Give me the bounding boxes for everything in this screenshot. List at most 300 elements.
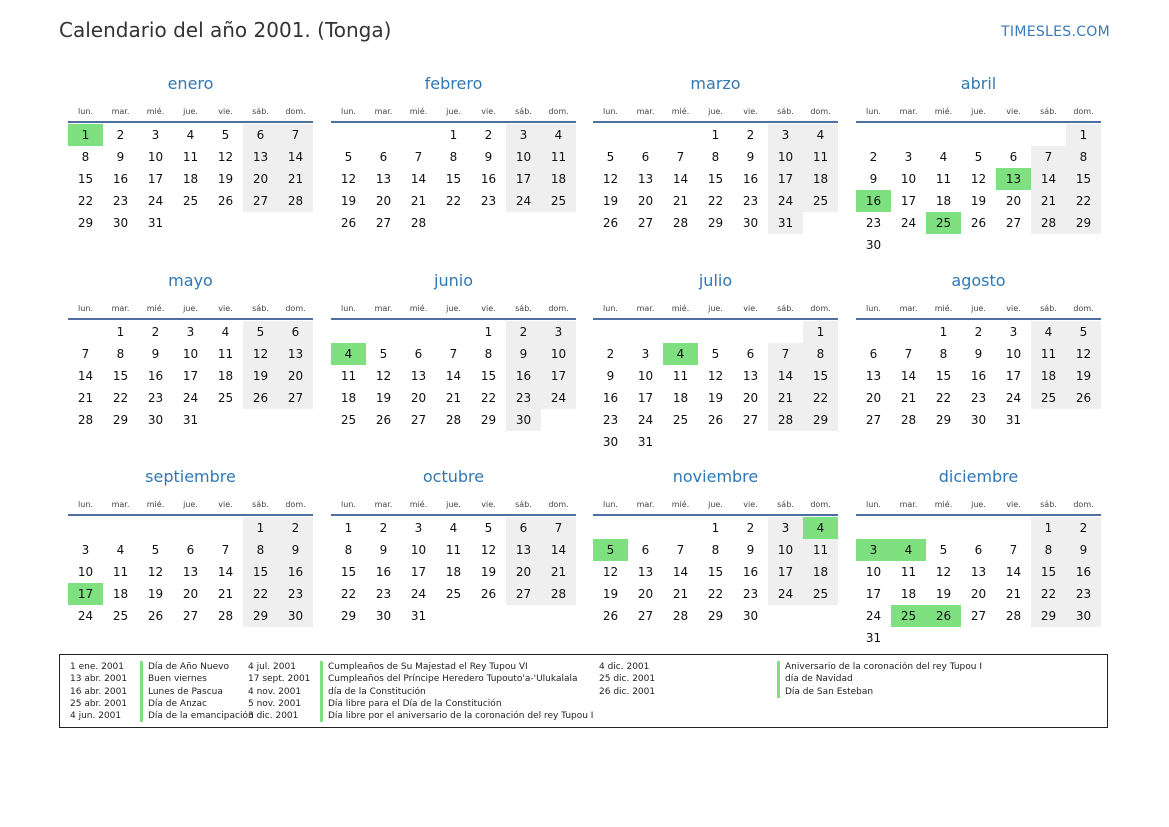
day-cell[interactable]: 25	[926, 212, 961, 234]
day-cell[interactable]: 4	[939, 150, 948, 164]
day-cell[interactable]: 1	[68, 124, 103, 146]
day-cell[interactable]: 24	[900, 216, 917, 230]
day-cell[interactable]: 31	[865, 631, 882, 645]
day-cell[interactable]: 20	[243, 168, 278, 190]
day-cell[interactable]: 11	[672, 369, 689, 383]
day-cell[interactable]: 17	[900, 194, 917, 208]
day-cell[interactable]: 10	[900, 172, 917, 186]
day-cell[interactable]: 12	[243, 343, 278, 365]
day-cell[interactable]: 24	[541, 387, 576, 409]
day-cell[interactable]: 11	[541, 146, 576, 168]
day-cell[interactable]: 9	[746, 543, 755, 557]
day-cell[interactable]: 20	[506, 561, 541, 583]
day-cell[interactable]: 14	[672, 565, 689, 579]
day-cell[interactable]: 19	[375, 391, 392, 405]
day-cell[interactable]: 7	[676, 150, 685, 164]
day-cell[interactable]: 17	[637, 391, 654, 405]
day-cell[interactable]: 16	[742, 565, 759, 579]
day-cell[interactable]: 18	[182, 172, 199, 186]
day-cell[interactable]: 28	[410, 216, 427, 230]
day-cell[interactable]: 3	[151, 128, 160, 142]
day-cell[interactable]: 15	[112, 369, 129, 383]
day-cell[interactable]: 24	[768, 583, 803, 605]
day-cell[interactable]: 16	[480, 172, 497, 186]
day-cell[interactable]: 5	[974, 150, 983, 164]
day-cell[interactable]: 5	[1066, 321, 1101, 343]
day-cell[interactable]: 22	[445, 194, 462, 208]
day-cell[interactable]: 4	[116, 543, 125, 557]
day-cell[interactable]: 28	[672, 216, 689, 230]
day-cell[interactable]: 24	[77, 609, 94, 623]
day-cell[interactable]: 3	[414, 521, 423, 535]
day-cell[interactable]: 3	[81, 543, 90, 557]
day-cell[interactable]: 26	[217, 194, 234, 208]
day-cell[interactable]: 11	[900, 565, 917, 579]
day-cell[interactable]: 28	[445, 413, 462, 427]
day-cell[interactable]: 14	[768, 365, 803, 387]
day-cell[interactable]: 20	[1005, 194, 1022, 208]
day-cell[interactable]: 23	[278, 583, 313, 605]
day-cell[interactable]: 18	[900, 587, 917, 601]
day-cell[interactable]: 29	[112, 413, 129, 427]
day-cell[interactable]: 13	[278, 343, 313, 365]
day-cell[interactable]: 30	[506, 409, 541, 431]
day-cell[interactable]: 27	[742, 413, 759, 427]
day-cell[interactable]: 1	[1031, 517, 1066, 539]
day-cell[interactable]: 3	[856, 539, 891, 561]
day-cell[interactable]: 4	[803, 124, 838, 146]
day-cell[interactable]: 24	[182, 391, 199, 405]
day-cell[interactable]: 5	[379, 347, 388, 361]
day-cell[interactable]: 17	[506, 168, 541, 190]
day-cell[interactable]: 19	[340, 194, 357, 208]
day-cell[interactable]: 24	[768, 190, 803, 212]
day-cell[interactable]: 26	[480, 587, 497, 601]
day-cell[interactable]: 8	[803, 343, 838, 365]
day-cell[interactable]: 26	[707, 413, 724, 427]
day-cell[interactable]: 3	[768, 124, 803, 146]
day-cell[interactable]: 2	[746, 128, 755, 142]
day-cell[interactable]: 19	[935, 587, 952, 601]
day-cell[interactable]: 13	[182, 565, 199, 579]
day-cell[interactable]: 6	[243, 124, 278, 146]
day-cell[interactable]: 30	[742, 609, 759, 623]
day-cell[interactable]: 11	[217, 347, 234, 361]
day-cell[interactable]: 19	[1066, 365, 1101, 387]
day-cell[interactable]: 7	[81, 347, 90, 361]
day-cell[interactable]: 20	[742, 391, 759, 405]
day-cell[interactable]: 12	[935, 565, 952, 579]
day-cell[interactable]: 7	[278, 124, 313, 146]
day-cell[interactable]: 1	[449, 128, 458, 142]
day-cell[interactable]: 23	[742, 194, 759, 208]
day-cell[interactable]: 31	[147, 216, 164, 230]
day-cell[interactable]: 15	[445, 172, 462, 186]
day-cell[interactable]: 11	[803, 146, 838, 168]
day-cell[interactable]: 24	[506, 190, 541, 212]
day-cell[interactable]: 2	[974, 325, 983, 339]
day-cell[interactable]: 23	[112, 194, 129, 208]
day-cell[interactable]: 21	[768, 387, 803, 409]
day-cell[interactable]: 25	[891, 605, 926, 627]
day-cell[interactable]: 2	[278, 517, 313, 539]
day-cell[interactable]: 23	[970, 391, 987, 405]
day-cell[interactable]: 22	[1066, 190, 1101, 212]
day-cell[interactable]: 2	[379, 521, 388, 535]
day-cell[interactable]: 25	[803, 190, 838, 212]
day-cell[interactable]: 16	[742, 172, 759, 186]
day-cell[interactable]: 31	[410, 609, 427, 623]
day-cell[interactable]: 14	[410, 172, 427, 186]
day-cell[interactable]: 20	[182, 587, 199, 601]
day-cell[interactable]: 13	[996, 168, 1031, 190]
day-cell[interactable]: 15	[803, 365, 838, 387]
day-cell[interactable]: 19	[707, 391, 724, 405]
day-cell[interactable]: 5	[593, 539, 628, 561]
day-cell[interactable]: 22	[112, 391, 129, 405]
day-cell[interactable]: 6	[1009, 150, 1018, 164]
day-cell[interactable]: 1	[711, 521, 720, 535]
day-cell[interactable]: 1	[803, 321, 838, 343]
day-cell[interactable]: 18	[935, 194, 952, 208]
day-cell[interactable]: 9	[869, 172, 878, 186]
day-cell[interactable]: 23	[375, 587, 392, 601]
day-cell[interactable]: 18	[340, 391, 357, 405]
day-cell[interactable]: 10	[77, 565, 94, 579]
day-cell[interactable]: 17	[541, 365, 576, 387]
day-cell[interactable]: 4	[186, 128, 195, 142]
day-cell[interactable]: 23	[865, 216, 882, 230]
day-cell[interactable]: 11	[935, 172, 952, 186]
day-cell[interactable]: 7	[1009, 543, 1018, 557]
day-cell[interactable]: 26	[1066, 387, 1101, 409]
day-cell[interactable]: 4	[1031, 321, 1066, 343]
day-cell[interactable]: 31	[1005, 413, 1022, 427]
day-cell[interactable]: 7	[414, 150, 423, 164]
day-cell[interactable]: 7	[541, 517, 576, 539]
day-cell[interactable]: 21	[672, 194, 689, 208]
day-cell[interactable]: 8	[711, 150, 720, 164]
day-cell[interactable]: 27	[1005, 216, 1022, 230]
day-cell[interactable]: 21	[900, 391, 917, 405]
day-cell[interactable]: 7	[221, 543, 230, 557]
day-cell[interactable]: 12	[1066, 343, 1101, 365]
day-cell[interactable]: 9	[379, 543, 388, 557]
day-cell[interactable]: 4	[221, 325, 230, 339]
day-cell[interactable]: 20	[278, 365, 313, 387]
day-cell[interactable]: 21	[1005, 587, 1022, 601]
day-cell[interactable]: 7	[1031, 146, 1066, 168]
day-cell[interactable]: 1	[116, 325, 125, 339]
day-cell[interactable]: 21	[1031, 190, 1066, 212]
day-cell[interactable]: 19	[243, 365, 278, 387]
day-cell[interactable]: 14	[1031, 168, 1066, 190]
day-cell[interactable]: 9	[606, 369, 615, 383]
day-cell[interactable]: 13	[637, 565, 654, 579]
day-cell[interactable]: 21	[410, 194, 427, 208]
day-cell[interactable]: 25	[340, 413, 357, 427]
day-cell[interactable]: 21	[217, 587, 234, 601]
day-cell[interactable]: 16	[1066, 561, 1101, 583]
day-cell[interactable]: 30	[1066, 605, 1101, 627]
day-cell[interactable]: 10	[865, 565, 882, 579]
day-cell[interactable]: 12	[480, 543, 497, 557]
day-cell[interactable]: 24	[410, 587, 427, 601]
day-cell[interactable]: 2	[151, 325, 160, 339]
day-cell[interactable]: 28	[672, 609, 689, 623]
day-cell[interactable]: 14	[672, 172, 689, 186]
day-cell[interactable]: 15	[480, 369, 497, 383]
day-cell[interactable]: 12	[602, 565, 619, 579]
day-cell[interactable]: 12	[340, 172, 357, 186]
day-cell[interactable]: 10	[147, 150, 164, 164]
day-cell[interactable]: 21	[445, 391, 462, 405]
day-cell[interactable]: 20	[375, 194, 392, 208]
day-cell[interactable]: 25	[112, 609, 129, 623]
day-cell[interactable]: 12	[602, 172, 619, 186]
day-cell[interactable]: 22	[480, 391, 497, 405]
day-cell[interactable]: 1	[484, 325, 493, 339]
day-cell[interactable]: 26	[340, 216, 357, 230]
day-cell[interactable]: 28	[1005, 609, 1022, 623]
day-cell[interactable]: 20	[637, 587, 654, 601]
day-cell[interactable]: 20	[970, 587, 987, 601]
day-cell[interactable]: 28	[541, 583, 576, 605]
day-cell[interactable]: 9	[974, 347, 983, 361]
day-cell[interactable]: 13	[506, 539, 541, 561]
day-cell[interactable]: 17	[410, 565, 427, 579]
day-cell[interactable]: 11	[182, 150, 199, 164]
day-cell[interactable]: 18	[445, 565, 462, 579]
day-cell[interactable]: 27	[182, 609, 199, 623]
day-cell[interactable]: 14	[541, 539, 576, 561]
day-cell[interactable]: 13	[742, 369, 759, 383]
day-cell[interactable]: 27	[637, 609, 654, 623]
day-cell[interactable]: 8	[81, 150, 90, 164]
day-cell[interactable]: 18	[803, 168, 838, 190]
day-cell[interactable]: 14	[278, 146, 313, 168]
day-cell[interactable]: 9	[506, 343, 541, 365]
day-cell[interactable]: 6	[869, 347, 878, 361]
day-cell[interactable]: 5	[151, 543, 160, 557]
day-cell[interactable]: 25	[445, 587, 462, 601]
day-cell[interactable]: 1	[939, 325, 948, 339]
day-cell[interactable]: 30	[602, 435, 619, 449]
day-cell[interactable]: 23	[480, 194, 497, 208]
day-cell[interactable]: 29	[340, 609, 357, 623]
day-cell[interactable]: 22	[243, 583, 278, 605]
day-cell[interactable]: 17	[68, 583, 103, 605]
day-cell[interactable]: 27	[375, 216, 392, 230]
day-cell[interactable]: 10	[506, 146, 541, 168]
day-cell[interactable]: 8	[344, 543, 353, 557]
day-cell[interactable]: 27	[278, 387, 313, 409]
day-cell[interactable]: 12	[217, 150, 234, 164]
day-cell[interactable]: 9	[484, 150, 493, 164]
day-cell[interactable]: 22	[935, 391, 952, 405]
day-cell[interactable]: 30	[112, 216, 129, 230]
day-cell[interactable]: 15	[340, 565, 357, 579]
day-cell[interactable]: 1	[344, 521, 353, 535]
day-cell[interactable]: 26	[375, 413, 392, 427]
day-cell[interactable]: 27	[506, 583, 541, 605]
day-cell[interactable]: 16	[147, 369, 164, 383]
day-cell[interactable]: 16	[506, 365, 541, 387]
day-cell[interactable]: 25	[182, 194, 199, 208]
day-cell[interactable]: 2	[484, 128, 493, 142]
day-cell[interactable]: 30	[865, 238, 882, 252]
day-cell[interactable]: 20	[410, 391, 427, 405]
day-cell[interactable]: 25	[1031, 387, 1066, 409]
day-cell[interactable]: 7	[449, 347, 458, 361]
day-cell[interactable]: 10	[768, 539, 803, 561]
day-cell[interactable]: 29	[707, 216, 724, 230]
day-cell[interactable]: 22	[803, 387, 838, 409]
day-cell[interactable]: 26	[147, 609, 164, 623]
day-cell[interactable]: 8	[116, 347, 125, 361]
day-cell[interactable]: 18	[541, 168, 576, 190]
day-cell[interactable]: 6	[641, 150, 650, 164]
day-cell[interactable]: 3	[1009, 325, 1018, 339]
day-cell[interactable]: 13	[243, 146, 278, 168]
day-cell[interactable]: 4	[663, 343, 698, 365]
day-cell[interactable]: 2	[1066, 517, 1101, 539]
day-cell[interactable]: 30	[970, 413, 987, 427]
day-cell[interactable]: 22	[707, 587, 724, 601]
day-cell[interactable]: 27	[243, 190, 278, 212]
day-cell[interactable]: 11	[112, 565, 129, 579]
day-cell[interactable]: 19	[602, 194, 619, 208]
day-cell[interactable]: 4	[449, 521, 458, 535]
day-cell[interactable]: 17	[1005, 369, 1022, 383]
day-cell[interactable]: 28	[1031, 212, 1066, 234]
day-cell[interactable]: 16	[970, 369, 987, 383]
day-cell[interactable]: 28	[278, 190, 313, 212]
day-cell[interactable]: 22	[1031, 583, 1066, 605]
day-cell[interactable]: 6	[641, 543, 650, 557]
day-cell[interactable]: 22	[340, 587, 357, 601]
day-cell[interactable]: 15	[243, 561, 278, 583]
day-cell[interactable]: 2	[506, 321, 541, 343]
day-cell[interactable]: 4	[541, 124, 576, 146]
day-cell[interactable]: 14	[77, 369, 94, 383]
day-cell[interactable]: 22	[77, 194, 94, 208]
day-cell[interactable]: 6	[746, 347, 755, 361]
day-cell[interactable]: 16	[375, 565, 392, 579]
day-cell[interactable]: 8	[449, 150, 458, 164]
day-cell[interactable]: 11	[445, 543, 462, 557]
day-cell[interactable]: 28	[217, 609, 234, 623]
day-cell[interactable]: 28	[900, 413, 917, 427]
day-cell[interactable]: 26	[602, 609, 619, 623]
day-cell[interactable]: 11	[1031, 343, 1066, 365]
day-cell[interactable]: 26	[243, 387, 278, 409]
day-cell[interactable]: 1	[1066, 124, 1101, 146]
day-cell[interactable]: 9	[746, 150, 755, 164]
day-cell[interactable]: 13	[375, 172, 392, 186]
day-cell[interactable]: 14	[1005, 565, 1022, 579]
day-cell[interactable]: 6	[186, 543, 195, 557]
day-cell[interactable]: 5	[484, 521, 493, 535]
day-cell[interactable]: 15	[1031, 561, 1066, 583]
day-cell[interactable]: 11	[803, 539, 838, 561]
day-cell[interactable]: 13	[865, 369, 882, 383]
brand-link[interactable]: TIMESLES.COM	[1001, 24, 1110, 40]
day-cell[interactable]: 19	[602, 587, 619, 601]
day-cell[interactable]: 29	[243, 605, 278, 627]
day-cell[interactable]: 30	[375, 609, 392, 623]
day-cell[interactable]: 8	[1066, 146, 1101, 168]
day-cell[interactable]: 2	[746, 521, 755, 535]
day-cell[interactable]: 23	[1066, 583, 1101, 605]
day-cell[interactable]: 23	[147, 391, 164, 405]
day-cell[interactable]: 16	[856, 190, 891, 212]
day-cell[interactable]: 7	[768, 343, 803, 365]
day-cell[interactable]: 27	[865, 413, 882, 427]
day-cell[interactable]: 24	[147, 194, 164, 208]
day-cell[interactable]: 15	[707, 172, 724, 186]
day-cell[interactable]: 9	[116, 150, 125, 164]
day-cell[interactable]: 5	[344, 150, 353, 164]
day-cell[interactable]: 16	[278, 561, 313, 583]
day-cell[interactable]: 18	[1031, 365, 1066, 387]
day-cell[interactable]: 8	[484, 347, 493, 361]
day-cell[interactable]: 28	[77, 413, 94, 427]
day-cell[interactable]: 8	[939, 347, 948, 361]
day-cell[interactable]: 5	[243, 321, 278, 343]
day-cell[interactable]: 29	[480, 413, 497, 427]
day-cell[interactable]: 20	[637, 194, 654, 208]
day-cell[interactable]: 3	[186, 325, 195, 339]
day-cell[interactable]: 29	[1066, 212, 1101, 234]
day-cell[interactable]: 6	[974, 543, 983, 557]
day-cell[interactable]: 2	[606, 347, 615, 361]
day-cell[interactable]: 15	[77, 172, 94, 186]
day-cell[interactable]: 30	[147, 413, 164, 427]
day-cell[interactable]: 18	[112, 587, 129, 601]
day-cell[interactable]: 19	[147, 587, 164, 601]
day-cell[interactable]: 4	[803, 517, 838, 539]
day-cell[interactable]: 19	[217, 172, 234, 186]
day-cell[interactable]: 29	[707, 609, 724, 623]
day-cell[interactable]: 13	[637, 172, 654, 186]
day-cell[interactable]: 23	[506, 387, 541, 409]
day-cell[interactable]: 3	[904, 150, 913, 164]
day-cell[interactable]: 8	[1031, 539, 1066, 561]
day-cell[interactable]: 25	[541, 190, 576, 212]
day-cell[interactable]: 30	[278, 605, 313, 627]
day-cell[interactable]: 14	[445, 369, 462, 383]
day-cell[interactable]: 30	[742, 216, 759, 230]
day-cell[interactable]: 6	[506, 517, 541, 539]
day-cell[interactable]: 19	[480, 565, 497, 579]
day-cell[interactable]: 15	[935, 369, 952, 383]
day-cell[interactable]: 5	[221, 128, 230, 142]
day-cell[interactable]: 26	[602, 216, 619, 230]
day-cell[interactable]: 31	[768, 212, 803, 234]
day-cell[interactable]: 12	[147, 565, 164, 579]
day-cell[interactable]: 14	[217, 565, 234, 579]
day-cell[interactable]: 26	[926, 605, 961, 627]
day-cell[interactable]: 25	[803, 583, 838, 605]
day-cell[interactable]: 6	[379, 150, 388, 164]
day-cell[interactable]: 12	[970, 172, 987, 186]
day-cell[interactable]: 24	[865, 609, 882, 623]
day-cell[interactable]: 10	[768, 146, 803, 168]
day-cell[interactable]: 9	[1066, 539, 1101, 561]
day-cell[interactable]: 12	[375, 369, 392, 383]
day-cell[interactable]: 18	[803, 561, 838, 583]
